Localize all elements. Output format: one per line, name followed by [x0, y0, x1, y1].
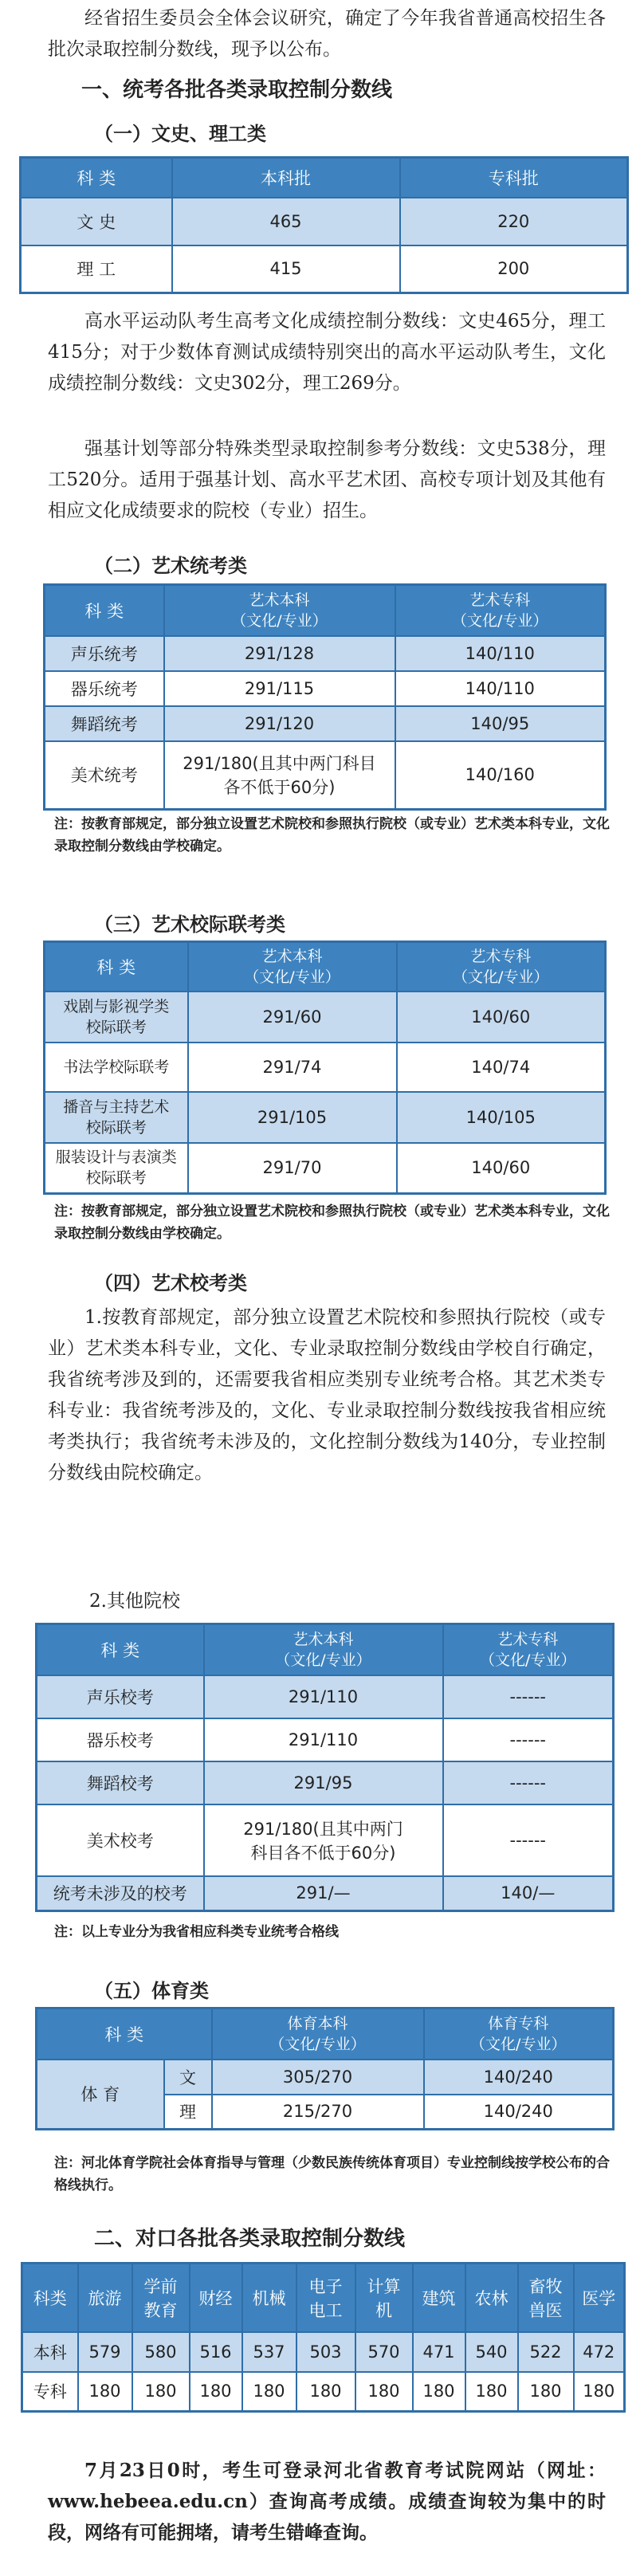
- s4-title: （四）艺术校考类: [94, 1272, 247, 1294]
- cell-value: 291/60: [188, 992, 397, 1043]
- cell-value: [204, 1804, 443, 1876]
- s5-note: 注：河北体育学院社会体育指导与管理（少数民族传统体育项目）专业控制线按学校公布的合格线执行。: [54, 2155, 610, 2193]
- cell-value: 537: [242, 2332, 296, 2372]
- header-subtext: （文化/专业）: [269, 2035, 366, 2053]
- cell-value: 140/110: [395, 636, 606, 671]
- cell-value: 471: [413, 2332, 465, 2372]
- table-header-row: [21, 158, 628, 198]
- header-text: 机械: [252, 2288, 286, 2308]
- header-text: 兽医: [528, 2300, 563, 2320]
- cell-line: 各不低于60分): [223, 778, 336, 798]
- table-row: [21, 198, 628, 245]
- cell-value: 580: [132, 2332, 190, 2372]
- row-sublabel: 理: [164, 2095, 212, 2130]
- cell-value: 180: [132, 2372, 190, 2412]
- label-line: 校际联考: [85, 1169, 147, 1188]
- header-text: 学前: [143, 2276, 178, 2296]
- header-text: 畜牧: [528, 2276, 563, 2296]
- label-line: 校际联考: [85, 1118, 147, 1137]
- s2-title: （二）艺术统考类: [94, 555, 247, 577]
- header-text: 电工: [308, 2300, 343, 2320]
- label-line: 播音与主持艺术: [63, 1098, 170, 1116]
- table-header-row: [37, 1624, 614, 1675]
- cell-value: 579: [78, 2332, 132, 2372]
- cell-value: 140/60: [397, 992, 606, 1043]
- header-subtext: （文化/专业）: [275, 1651, 371, 1669]
- header-subtext: （文化/专业）: [470, 2035, 567, 2053]
- cell-value: 215/270: [212, 2095, 424, 2130]
- cell-value: 140/240: [424, 2095, 614, 2130]
- cell-value: 140/60: [397, 1143, 606, 1194]
- table-row: [22, 2332, 625, 2372]
- cell-value: 180: [78, 2372, 132, 2412]
- header-subtext: （文化/专业）: [244, 968, 340, 986]
- cell-line: 科目各不低于60分): [250, 1843, 396, 1863]
- header-subtext: （文化/专业）: [453, 968, 549, 986]
- table-row: [45, 636, 606, 671]
- header-subtext: （文化/专业）: [231, 611, 328, 630]
- table-row: [45, 741, 606, 810]
- header-cell: [132, 2264, 190, 2332]
- header-text: 旅游: [88, 2288, 122, 2308]
- row-label: 本科: [22, 2332, 78, 2372]
- row-label: 美术校考: [37, 1804, 204, 1876]
- cell-value: 291/70: [188, 1143, 397, 1194]
- header-text: 财经: [198, 2288, 233, 2308]
- header-kelei: 科 类: [21, 158, 172, 198]
- row-label: [45, 1043, 188, 1092]
- header-text: 艺术本科: [261, 947, 323, 965]
- header-art-zhuanke: [395, 585, 606, 636]
- header-sport-benke: [212, 2009, 424, 2060]
- header-text: 艺术本科: [293, 1630, 354, 1648]
- table-row: [22, 2372, 625, 2412]
- row-label: 器乐统考: [45, 671, 164, 706]
- cell-value: ------: [443, 1675, 614, 1718]
- cell-value: 503: [296, 2332, 355, 2372]
- cell-line: 291/180(且其中两门: [243, 1819, 403, 1839]
- table-header-row: [22, 2264, 625, 2332]
- cell-value: 291/95: [204, 1761, 443, 1804]
- header-sport-zhuanke: [424, 2009, 614, 2060]
- table-art-school-exam: [35, 1623, 615, 1912]
- table-wenshi-ligong: [19, 156, 629, 294]
- section-1-title: 一、统考各批各类录取控制分数线: [81, 78, 393, 102]
- header-cell: [518, 2264, 574, 2332]
- label-line: 戏剧与影视学类: [63, 997, 170, 1015]
- table-row: [21, 245, 628, 293]
- footer-paragraph: 7月23日0时，考生可登录河北省教育考试院网站（网址：www.hebeea.edu.cn）查询高考成绩。成绩查询较为集中的时段，网络有可能拥堵，请考生错峰查询。: [48, 2460, 606, 2543]
- header-text: 科类: [33, 2288, 67, 2308]
- header-text: 计算: [367, 2276, 401, 2296]
- header-kelei: 科 类: [37, 2009, 212, 2060]
- label-line: 服装设计与表演类: [55, 1149, 177, 1167]
- table-row: [37, 1876, 614, 1911]
- header-cell: [355, 2264, 413, 2332]
- header-art-benke: [164, 585, 395, 636]
- cell-value: 305/270: [212, 2060, 424, 2095]
- cell-value: ------: [443, 1718, 614, 1761]
- table-row: [45, 1143, 606, 1194]
- cell-value: ------: [443, 1761, 614, 1804]
- header-text: 电子: [308, 2276, 343, 2296]
- header-benke: 本科批: [172, 158, 400, 198]
- cell-value: 180: [296, 2372, 355, 2412]
- header-subtext: （文化/专业）: [452, 611, 548, 630]
- s5-title: （五）体育类: [94, 1980, 209, 2002]
- cell-value: 180: [355, 2372, 413, 2412]
- table-row: [45, 706, 606, 741]
- header-text: 农林: [474, 2288, 509, 2308]
- cell-value: 570: [355, 2332, 413, 2372]
- header-text: 教育: [143, 2300, 178, 2320]
- table-sports: [35, 2007, 615, 2130]
- header-text: 机: [375, 2300, 392, 2320]
- cell-value: 140/—: [443, 1876, 614, 1911]
- cell-value: 200: [400, 245, 628, 293]
- header-art-benke: [188, 942, 397, 992]
- table-art-joint-exam: [43, 940, 607, 1195]
- row-label: [45, 1143, 188, 1194]
- cell-value: 516: [190, 2332, 242, 2372]
- cell-value: 291/110: [204, 1718, 443, 1761]
- cell-value: 180: [518, 2372, 574, 2412]
- cell-value: 140/240: [424, 2060, 614, 2095]
- cell-value: 465: [172, 198, 400, 245]
- header-art-benke: [204, 1624, 443, 1675]
- row-label: [45, 992, 188, 1043]
- cell-value: 140/110: [395, 671, 606, 706]
- s2-note: 注：按教育部规定，部分独立设置艺术院校和参照执行院校（或专业）艺术类本科专业，文化录取控制分数线由学校确定。: [54, 816, 610, 854]
- header-art-zhuanke: [397, 942, 606, 992]
- cell-value: 180: [242, 2372, 296, 2412]
- table-row: [37, 1804, 614, 1876]
- header-art-zhuanke: [443, 1624, 614, 1675]
- row-label: 舞蹈校考: [37, 1761, 204, 1804]
- s4-paragraph: 1.按教育部规定，部分独立设置艺术院校和参照执行院校（或专业）艺术类本科专业，文化、专业录取控制分数线由学校自行确定，我省统考涉及到的，还需要我省相应类别专业统考合格。其艺术类专科专业：我省统考涉及的，文化、专业录取控制分数线按我省相应统考类执行；我省统考未涉及的，文化控制分数线为140分，专业控制分数线由院校确定。: [48, 1307, 606, 1483]
- cell-value: 140/160: [395, 741, 606, 810]
- cell-value: 140/95: [395, 706, 606, 741]
- cell-value: 180: [574, 2372, 625, 2412]
- header-kelei: 科 类: [45, 942, 188, 992]
- header-text: 建筑: [422, 2288, 456, 2308]
- header-text: 体育专科: [488, 2014, 549, 2032]
- paragraph-strong-base-plan: 强基计划等部分特殊类型录取控制参考分数线：文史538分，理工520分。适用于强基计划、高水平艺术团、高校专项计划及其他有相应文化成绩要求的院校（专业）招生。: [48, 438, 606, 521]
- table-row: [37, 1761, 614, 1804]
- cell-value: ------: [443, 1804, 614, 1876]
- cell-value: 291/128: [164, 636, 395, 671]
- cell-value: 180: [190, 2372, 242, 2412]
- header-cell: [190, 2264, 242, 2332]
- table-art-unified: [43, 583, 607, 811]
- intro-paragraph: 经省招生委员会全体会议研究，确定了今年我省普通高校招生各批次录取控制分数线，现予以公布。: [48, 8, 606, 60]
- table-header-row: [45, 942, 606, 992]
- table-row: [37, 1675, 614, 1718]
- row-label: 文 史: [21, 198, 172, 245]
- s1-title: （一）文史、理工类: [94, 123, 266, 145]
- header-text: 体育本科: [287, 2014, 348, 2032]
- row-label: 舞蹈统考: [45, 706, 164, 741]
- cell-line: 291/180(且其中两门科目: [183, 754, 376, 774]
- cell-value: 291/105: [188, 1092, 397, 1143]
- table-header-row: [37, 2009, 614, 2060]
- cell-value: [164, 741, 395, 810]
- header-kelei: 科 类: [45, 585, 164, 636]
- row-group-label: 体 育: [37, 2060, 164, 2130]
- cell-value: 472: [574, 2332, 625, 2372]
- header-cell: [296, 2264, 355, 2332]
- cell-value: 291/115: [164, 671, 395, 706]
- table-header-row: [45, 585, 606, 636]
- header-cell: [465, 2264, 518, 2332]
- row-label: 声乐统考: [45, 636, 164, 671]
- header-cell: [242, 2264, 296, 2332]
- header-subtext: （文化/专业）: [480, 1651, 576, 1669]
- cell-value: 540: [465, 2332, 518, 2372]
- cell-value: 140/74: [397, 1043, 606, 1092]
- header-zhuanke: 专科批: [400, 158, 628, 198]
- header-cell: [78, 2264, 132, 2332]
- header-text: 医学: [582, 2288, 616, 2308]
- cell-value: 220: [400, 198, 628, 245]
- row-label: 专科: [22, 2372, 78, 2412]
- header-text: 艺术专科: [497, 1630, 559, 1648]
- s4-note: 注：以上专业分为我省相应科类专业统考合格线: [54, 1924, 339, 1940]
- header-text: 艺术本科: [249, 591, 310, 609]
- table-row: [45, 1092, 606, 1143]
- cell-value: 291/—: [204, 1876, 443, 1911]
- cell-value: 291/74: [188, 1043, 397, 1092]
- s3-note: 注：按教育部规定，部分独立设置艺术院校和参照执行院校（或专业）艺术类本科专业，文化录取控制分数线由学校确定。: [54, 1204, 610, 1242]
- row-sublabel: 文: [164, 2060, 212, 2095]
- cell-value: 291/110: [204, 1675, 443, 1718]
- row-label: 美术统考: [45, 741, 164, 810]
- table-row: [45, 992, 606, 1043]
- cell-value: 180: [465, 2372, 518, 2412]
- cell-value: 140/105: [397, 1092, 606, 1143]
- section-2-title: 二、对口各批各类录取控制分数线: [94, 2227, 406, 2251]
- row-label: 器乐校考: [37, 1718, 204, 1761]
- row-label: 理 工: [21, 245, 172, 293]
- label-line: 书法学校际联考: [63, 1058, 170, 1076]
- cell-value: 180: [413, 2372, 465, 2412]
- header-cell: [413, 2264, 465, 2332]
- row-label: [45, 1092, 188, 1143]
- cell-value: 291/120: [164, 706, 395, 741]
- cell-value: 415: [172, 245, 400, 293]
- table-row: [37, 2060, 614, 2095]
- table-row: [45, 1043, 606, 1092]
- row-label: 统考未涉及的校考: [37, 1876, 204, 1911]
- s3-title: （三）艺术校际联考类: [94, 913, 285, 936]
- header-text: 艺术专科: [469, 591, 531, 609]
- label-line: 校际联考: [85, 1018, 147, 1036]
- header-cell: [22, 2264, 78, 2332]
- cell-value: 522: [518, 2332, 574, 2372]
- header-cell: [574, 2264, 625, 2332]
- table-row: [45, 671, 606, 706]
- header-text: 艺术专科: [470, 947, 532, 965]
- header-kelei: 科 类: [37, 1624, 204, 1675]
- paragraph-high-level-athletes: 高水平运动队考生高考文化成绩控制分数线：文史465分，理工415分；对于少数体育测试成绩特别突出的高水平运动队考生，文化成绩控制分数线：文史302分，理工269分。: [48, 311, 606, 394]
- row-label: 声乐校考: [37, 1675, 204, 1718]
- table-vocational: [21, 2262, 626, 2413]
- s4-subtitle-other-colleges: 2.其他院校: [89, 1591, 180, 1612]
- table-row: [37, 1718, 614, 1761]
